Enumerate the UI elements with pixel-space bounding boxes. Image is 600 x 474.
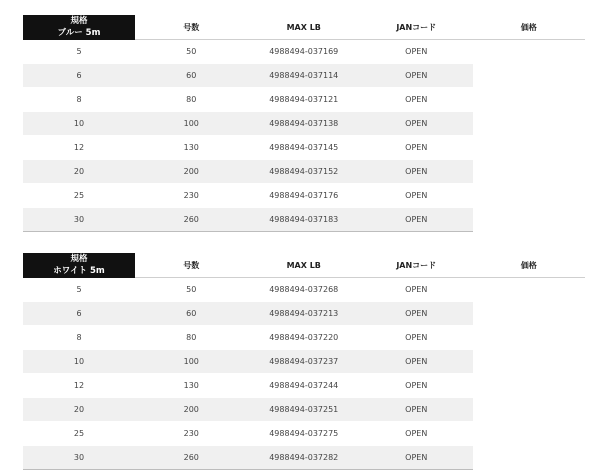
cell-price: OPEN — [360, 374, 473, 398]
cell-jan: 4988494-037237 — [248, 350, 361, 374]
table-row — [23, 374, 585, 398]
cell-jan: 4988494-037244 — [248, 374, 361, 398]
table-row — [23, 398, 585, 422]
cell-price: OPEN — [360, 422, 473, 446]
cell-size: 20 — [23, 160, 135, 184]
header-size: 号数 — [135, 253, 248, 278]
cell-jan: 4988494-037282 — [248, 446, 361, 470]
cell-size: 12 — [23, 136, 135, 160]
table-row — [23, 446, 585, 470]
cell-size: 25 — [23, 184, 135, 208]
cell-size: 6 — [23, 302, 135, 326]
cell-size: 10 — [23, 112, 135, 136]
cell-size: 25 — [23, 422, 135, 446]
cell-jan: 4988494-037152 — [248, 160, 361, 184]
table-row — [23, 326, 585, 350]
cell-max-lb: 200 — [135, 398, 248, 422]
cell-size: 6 — [23, 64, 135, 88]
cell-price: OPEN — [360, 64, 473, 88]
cell-max-lb: 100 — [135, 112, 248, 136]
table-row — [23, 302, 585, 326]
table-row — [23, 422, 585, 446]
cell-max-lb: 260 — [135, 446, 248, 470]
cell-jan: 4988494-037138 — [248, 112, 361, 136]
cell-price: OPEN — [360, 208, 473, 232]
header-size: 号数 — [135, 15, 248, 40]
cell-jan: 4988494-037176 — [248, 184, 361, 208]
cell-price: OPEN — [360, 326, 473, 350]
cell-size: 12 — [23, 374, 135, 398]
header-max-lb: MAX LB — [248, 15, 361, 40]
cell-size: 10 — [23, 350, 135, 374]
cell-price: OPEN — [360, 446, 473, 470]
table-row — [23, 88, 585, 112]
cell-size: 8 — [23, 326, 135, 350]
table-body — [23, 40, 585, 232]
cell-max-lb: 230 — [135, 422, 248, 446]
cell-max-lb: 200 — [135, 160, 248, 184]
cell-price: OPEN — [360, 302, 473, 326]
header-price: 価格 — [473, 15, 586, 40]
cell-jan: 4988494-037121 — [248, 88, 361, 112]
table-row — [23, 278, 585, 302]
cell-size: 8 — [23, 88, 135, 112]
cell-price: OPEN — [360, 136, 473, 160]
cell-size: 30 — [23, 446, 135, 470]
cell-price: OPEN — [360, 184, 473, 208]
table-row — [23, 136, 585, 160]
group-label-line1: 規格 — [70, 16, 88, 26]
cell-size: 5 — [23, 278, 135, 302]
cell-price: OPEN — [360, 40, 473, 64]
table-row — [23, 64, 585, 88]
header-max-lb: MAX LB — [248, 253, 361, 278]
table-body — [23, 278, 585, 470]
cell-jan: 4988494-037213 — [248, 302, 361, 326]
cell-price: OPEN — [360, 350, 473, 374]
table-row — [23, 160, 585, 184]
spec-table-white — [23, 253, 585, 470]
cell-max-lb: 130 — [135, 374, 248, 398]
cell-price: OPEN — [360, 88, 473, 112]
cell-max-lb: 80 — [135, 326, 248, 350]
cell-max-lb: 60 — [135, 302, 248, 326]
cell-size: 30 — [23, 208, 135, 232]
header-price: 価格 — [473, 253, 586, 278]
cell-price: OPEN — [360, 398, 473, 422]
table-row — [23, 184, 585, 208]
cell-size: 20 — [23, 398, 135, 422]
cell-max-lb: 80 — [135, 88, 248, 112]
cell-price: OPEN — [360, 112, 473, 136]
cell-max-lb: 50 — [135, 40, 248, 64]
header-jan: JANコード — [360, 15, 473, 40]
group-label-line2: ブルー 5m — [57, 28, 101, 39]
cell-jan: 4988494-037275 — [248, 422, 361, 446]
cell-max-lb: 260 — [135, 208, 248, 232]
spec-table-blue — [23, 15, 585, 232]
cell-jan: 4988494-037183 — [248, 208, 361, 232]
cell-jan: 4988494-037169 — [248, 40, 361, 64]
cell-jan: 4988494-037220 — [248, 326, 361, 350]
group-label-line2: ホワイト 5m — [53, 266, 105, 277]
table-row — [23, 208, 585, 232]
cell-price: OPEN — [360, 160, 473, 184]
spec-group-label — [23, 253, 135, 278]
cell-max-lb: 50 — [135, 278, 248, 302]
table-row — [23, 350, 585, 374]
group-label-line1: 規格 — [70, 254, 88, 264]
header-jan: JANコード — [360, 253, 473, 278]
cell-price: OPEN — [360, 278, 473, 302]
spec-group-label — [23, 15, 135, 40]
cell-jan: 4988494-037145 — [248, 136, 361, 160]
cell-max-lb: 230 — [135, 184, 248, 208]
cell-jan: 4988494-037268 — [248, 278, 361, 302]
cell-jan: 4988494-037251 — [248, 398, 361, 422]
table-row — [23, 112, 585, 136]
cell-max-lb: 60 — [135, 64, 248, 88]
cell-max-lb: 100 — [135, 350, 248, 374]
cell-jan: 4988494-037114 — [248, 64, 361, 88]
cell-max-lb: 130 — [135, 136, 248, 160]
table-row — [23, 40, 585, 64]
cell-size: 5 — [23, 40, 135, 64]
